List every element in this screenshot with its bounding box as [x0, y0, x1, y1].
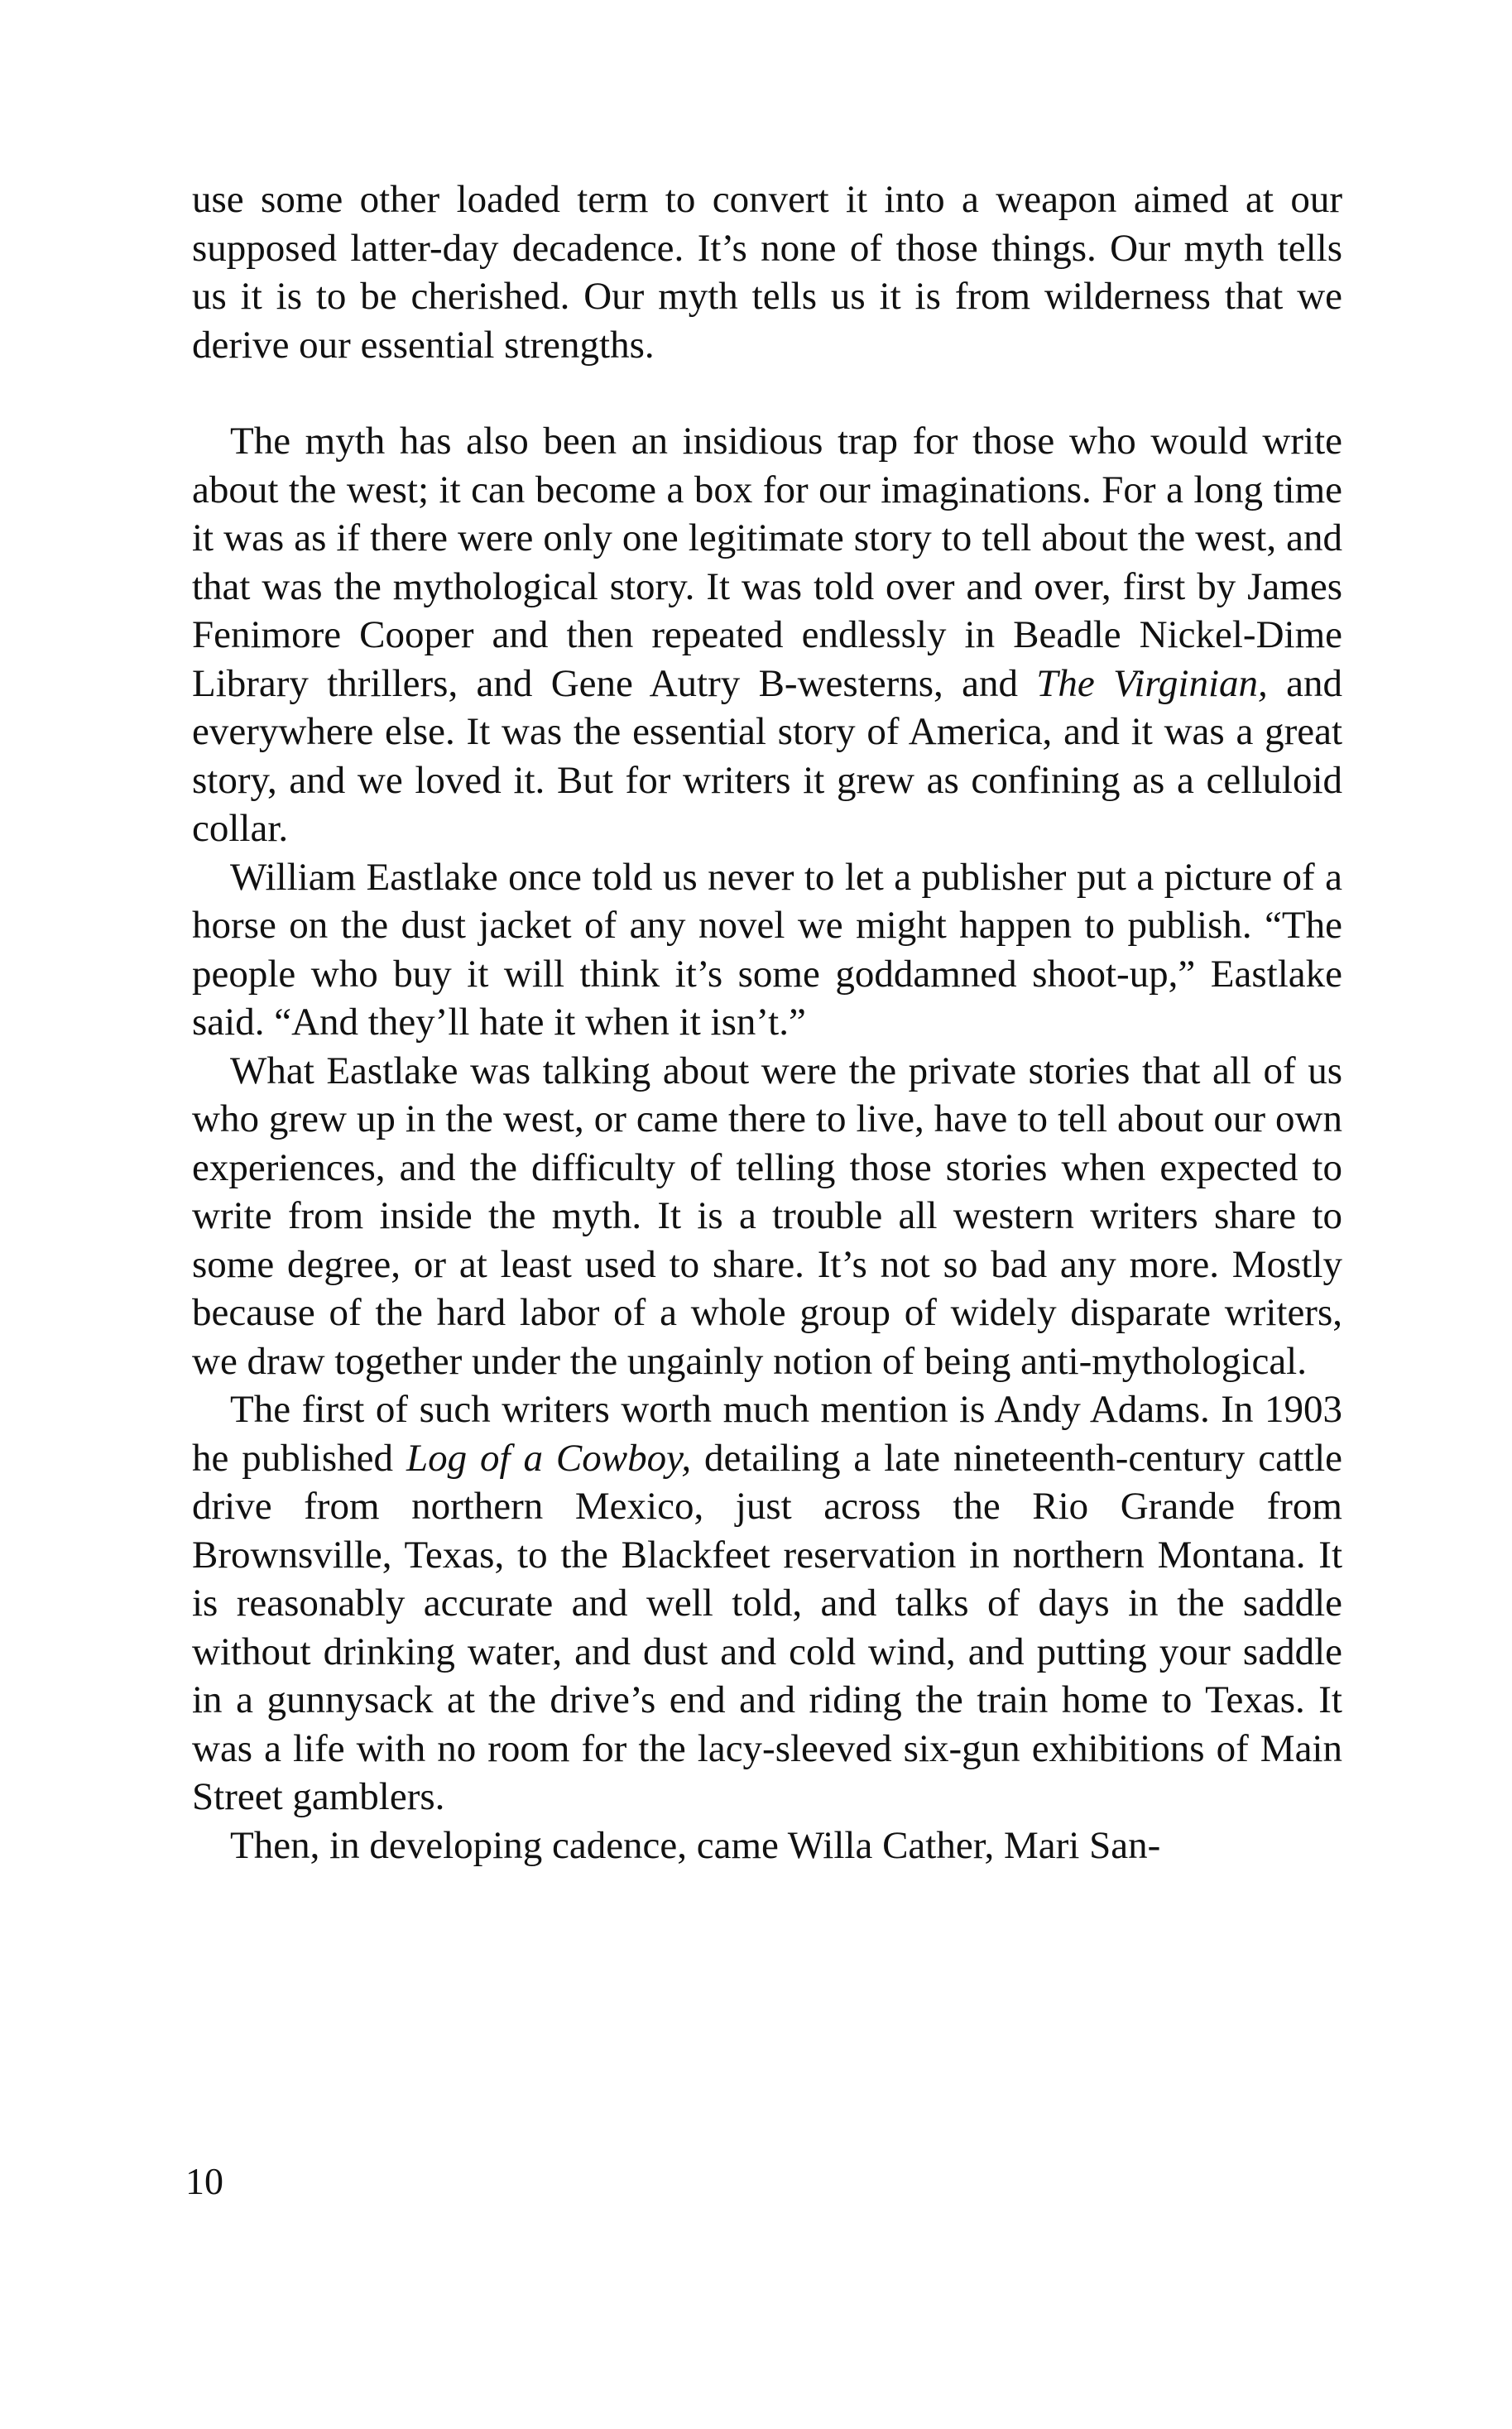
paragraph-text: Then, in developing cadence, came Willa Cather, Mari San-: [230, 1823, 1161, 1867]
paragraph-text: William Eastlake once told us never to let a publisher put a picture of a horse on the dust jacket of any novel we might happen to publish. “The people who buy it will think it’s some goddamned shoot-up,” Eastlake said. “And they’ll hate it when it isn’t.”: [192, 855, 1342, 1044]
book-title: The Virginian,: [1036, 661, 1268, 705]
page-number: 10: [185, 2160, 223, 2202]
paragraph-text: The first of such writers worth much mention is Andy Adams. In 1903 he published: [192, 1388, 1342, 1480]
paragraph: [192, 417, 1342, 853]
paragraph: [192, 1047, 1342, 1386]
paragraph-text: detailing a late nineteenth-century cattle drive from northern Mexico, just across the Rio Grande from Brownsville, Texas, to the Blackfeet reservation in northern Montana. It is reasonably accurate and well told, and talks of days in the saddle without drinking water, and dust and cold wind, and putting your saddle in a gunnysack at the drive’s end and riding the train home to Texas. It was a life with no room for the lacy-sleeved six-gun exhibitions of Main Street gamblers.: [192, 1436, 1342, 1818]
paragraph: [192, 1822, 1342, 1870]
book-title: Log of a Cowboy,: [406, 1436, 692, 1480]
body-text: [192, 175, 1342, 1870]
paragraph-text: What Eastlake was talking about were the private stories that all of us who grew up in the west, or came there to live, have to tell about our own experiences, and the difficulty of telling those stories when expected to write from inside the myth. It is a trouble all western writers share to some degree, or at least used to share. It’s not so bad any more. Mostly because of the hard labor of a whole group of widely disparate writers, we draw together under the ungainly notion of being anti-mythological.: [192, 1049, 1342, 1383]
paragraph-text: use some other loaded term to convert it into a weapon aimed at our supposed latter-day decadence. It’s none of those things. Our myth tells us it is to be cherished. Our myth tells us it is from wilderness that we derive our essential strengths.: [192, 178, 1342, 367]
paragraph: [192, 175, 1342, 369]
paragraph-text: and everywhere else. It was the essential story of America, and it was a great story, and we loved it. But for writers it grew as confining as a celluloid collar.: [192, 661, 1342, 850]
paragraph: [192, 1385, 1342, 1822]
paragraph: [192, 853, 1342, 1047]
paragraph-text: The myth has also been an insidious trap for those who would write about the west; it can become a box for our imaginations. For a long time it was as if there were only one legitimate story to tell about the west, and that was the mythological story. It was told over and over, first by James Fenimore Cooper and then repeated endlessly in Beadle Nickel-Dime Library thrillers, and Gene Autry B-westerns, and: [192, 420, 1342, 705]
